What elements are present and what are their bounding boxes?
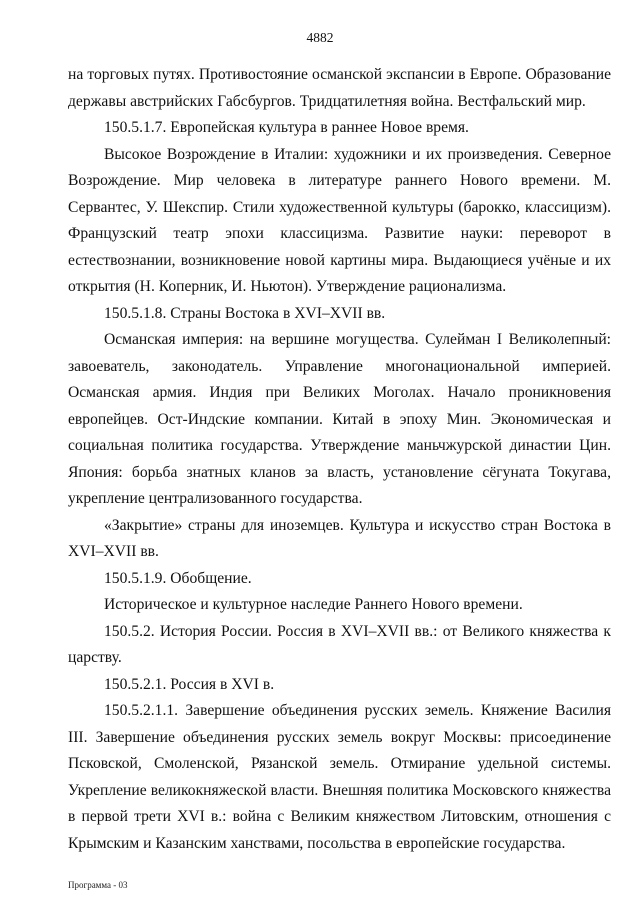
paragraph-closing-countries: «Закрытие» страны для иноземцев. Культура и искусство стран Востока в XVI–XVII вв. (68, 516, 611, 560)
page-footer: Программа - 03 (68, 880, 128, 890)
section-heading-150-5-1-7: 150.5.1.7. Европейская культура в раннее Новое время. (104, 119, 469, 136)
document-body (68, 62, 611, 857)
section-heading-150-5-2-1: 150.5.2.1. Россия в XVI в. (104, 675, 275, 693)
paragraph-eastern-countries: Османская империя: на вершине могущества. Сулейман I Великолепный: завоеватель, законодатель. Управление многонациональной империей. Османская армия. Индия при Великих Моголах. Начало проникновения европейцев. Ост-Индские компании. Китай в эпоху Мин. Экономическая и социальная политика государства. Утверждение маньчжурской династии Цин. Япония: борьба знатных кланов за власть, установление сёгуната Токугава, укрепление централизованного государства. (68, 331, 611, 507)
paragraph-european-culture: Высокое Возрождение в Италии: художники и их произведения. Северное Возрождение. Мир человека в литературе раннего Нового времени. М. Сервантес, У. Шекспир. Стили художественной культуры (барокко, классицизм). Французский театр эпохи классицизма. Развитие науки: переворот в естествознании, возникновение новой картины мира. Выдающиеся учёные и их открытия (Н. Коперник, И. Ньютон). Утверждение рационализма. (68, 145, 611, 295)
paragraph-generalization: Историческое и культурное наследие Раннего Нового времени. (104, 596, 523, 613)
page-number: 4882 (306, 30, 334, 45)
section-heading-150-5-1-8: 150.5.1.8. Страны Востока в XVI–XVII вв. (104, 304, 386, 322)
paragraph-continuation: на торговых путях. Противостояние османской экспансии в Европе. Образование державы австрийских Габсбургов. Тридцатилетняя война. Вестфальский мир. (68, 66, 611, 110)
paragraph-unification: 150.5.2.1.1. Завершение объединения русских земель. Княжение Василия III. Завершение объединения русских земель вокруг Москвы: присоединение Псковской, Смоленской, Рязанской земель. Отмирание удельной системы. Укрепление великокняжеской власти. Внешняя политика Московского княжества в первой трети XVI в.: война с Великим княжеством Литовским, отношения с Крымским и Казанским ханствами, посольства в европейские государства. (68, 702, 611, 852)
section-heading-150-5-1-9: 150.5.1.9. Обобщение. (104, 569, 252, 587)
section-heading-150-5-2: 150.5.2. История России. Россия в XVI–XVII вв.: от Великого княжества к царству. (68, 622, 611, 666)
